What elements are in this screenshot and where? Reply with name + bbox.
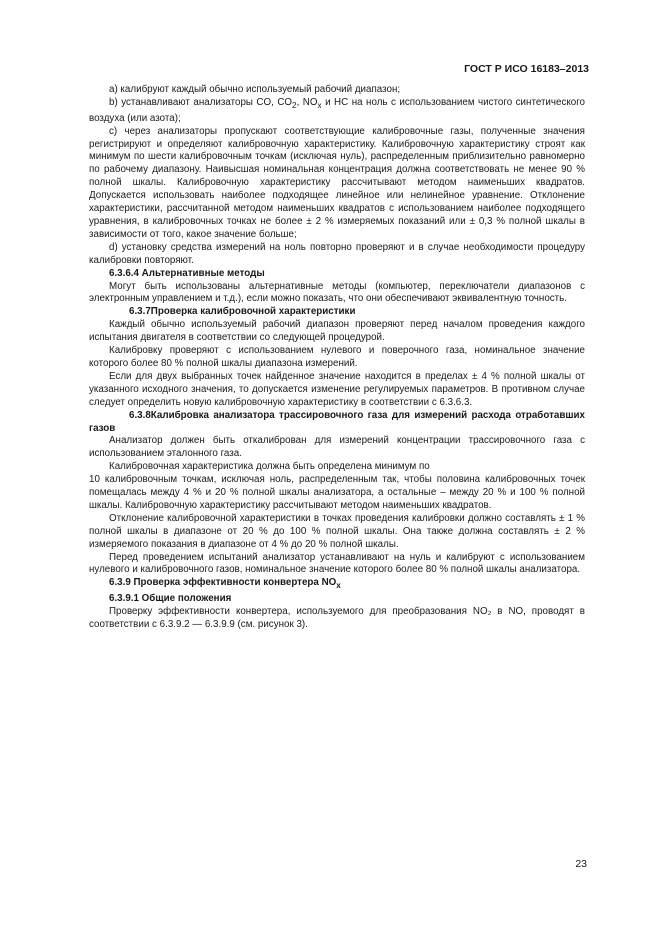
section-title: Калибровка анализатора трассировочного газа для измерений расхода отработавших газов [89,409,585,434]
paragraph: Проверку эффективности конвертера, используемого для преобразования NO₂ в NO, проводят в соответствии с 6.3.9.2 — 6.3.9.9 (см. рисунок 3). [89,606,585,631]
section-heading [89,410,585,436]
page-number: 23 [575,858,587,870]
section-number: 6.3.7 [129,306,151,318]
paragraph [89,97,585,126]
paragraph: Калибровочная характеристика должна быть определена минимум по [109,461,430,473]
section-heading [89,306,585,319]
paragraph: а) калибруют каждый обычно используемый рабочий диапазон; [109,84,401,95]
paragraph: d) установку средства измерений на ноль повторно проверяют и в случае необходимости процедуру калибровки повторяют. [89,241,585,266]
paragraph: Перед проведением испытаний анализатор устанавливают на нуль и калибруют с использованием нулевого и калибровочного газов, номинальное значение которого более 80 % полной шкалы анализатора. [89,551,585,576]
paragraph: Могут быть использованы альтернативные методы (компьютер, переключатели диапазонов с электронным управлением и т.д.), если можно показать, что они обеспечивают эквивалентную точность. [89,280,585,305]
paragraph: Каждый обычно используемый рабочий диапазон проверяют перед началом проведения каждого испытания двигателя в соответствии со следующей процедурой. [89,319,585,344]
paragraph: Анализатор должен быть откалиброван для измерений концентрации трассировочного газа с использованием эталонного газа. [89,435,585,460]
page-body [89,84,585,632]
text: и НС на ноль с использованием чистого синтетического воздуха (или азота); [89,96,586,124]
paragraph: с) через анализаторы пропускают соответствующие калибровочные газы, полученные значения регистрируют и определяют калибровочную характеристику. Калибровочную характеристику строят как минимум по шести калибровочным точкам (исключая нуль), распределенным приблизительно равномерно по рабочему диапазону. Наивысшая номинальная концентрация должна соответствовать не менее 90 % полной шкалы. Калибровочную характеристику рассчитывают методом наименьших квадратов. Допускается использовать наиболее подходящее линейное или нелинейное уравнение. Отклонение характеристики, рассчитанной методом наименьших квадратов с использованием наиболее подходящего уравнения, в калибровочных точках не более ± 2 % измеряемых показаний или ± 0,3 % полной шкалы в зависимости от того, какое значение больше; [89,125,585,240]
subscript: 2 [292,100,297,110]
section-title: Проверка калибровочной характеристики [150,306,356,318]
section-heading [89,577,585,593]
section-heading: 6.3.9.1 Общие положения [109,593,232,605]
section-number: 6.3.8 [129,409,151,421]
document-id: ГОСТ Р ИСО 16183–2013 [464,63,589,75]
text: b) устанавливают анализаторы CO, CO [109,96,293,108]
paragraph: Если для двух выбранных точек найденное значение находится в пределах ± 4 % полной шкалы от указанного исходного значения, то допускается изменение регулируемых параметров. В противном случае следует определить новую калибровочную характеристику в соответствии с 6.3.6.3. [89,370,585,408]
paragraph: Калибровку проверяют с использованием нулевого и поверочного газа, номинальное значение которого более 80 % полной шкалы диапазона измерений. [89,345,585,369]
section-title: 6.3.9 Проверка эффективности конвертера NO [109,577,337,589]
subscript: x [317,100,322,110]
paragraph: Отклонение калибровочной характеристики в точках проведения калибровки должно составлять ± 1 % полной шкалы в диапазоне от 20 % до 100 % полной шкалы. Она также должна составлять ± 2 % измеряемого показания в диапазоне от 4 % до 20 % полной шкалы. [89,512,585,550]
subscript: x [336,581,341,591]
paragraph: 10 калибровочным точкам, исключая ноль, распределенным так, чтобы половина калибровочных точек помещалась между 4 % и 20 % полной шкалы анализатора, а остальные – между 20 % и 100 % полной шкалы. Калибровочную характеристику рассчитывают методом наименьших квадратов. [89,474,585,511]
section-heading: 6.3.6.4 Альтернативные методы [109,267,265,279]
text: , NO [296,96,318,108]
